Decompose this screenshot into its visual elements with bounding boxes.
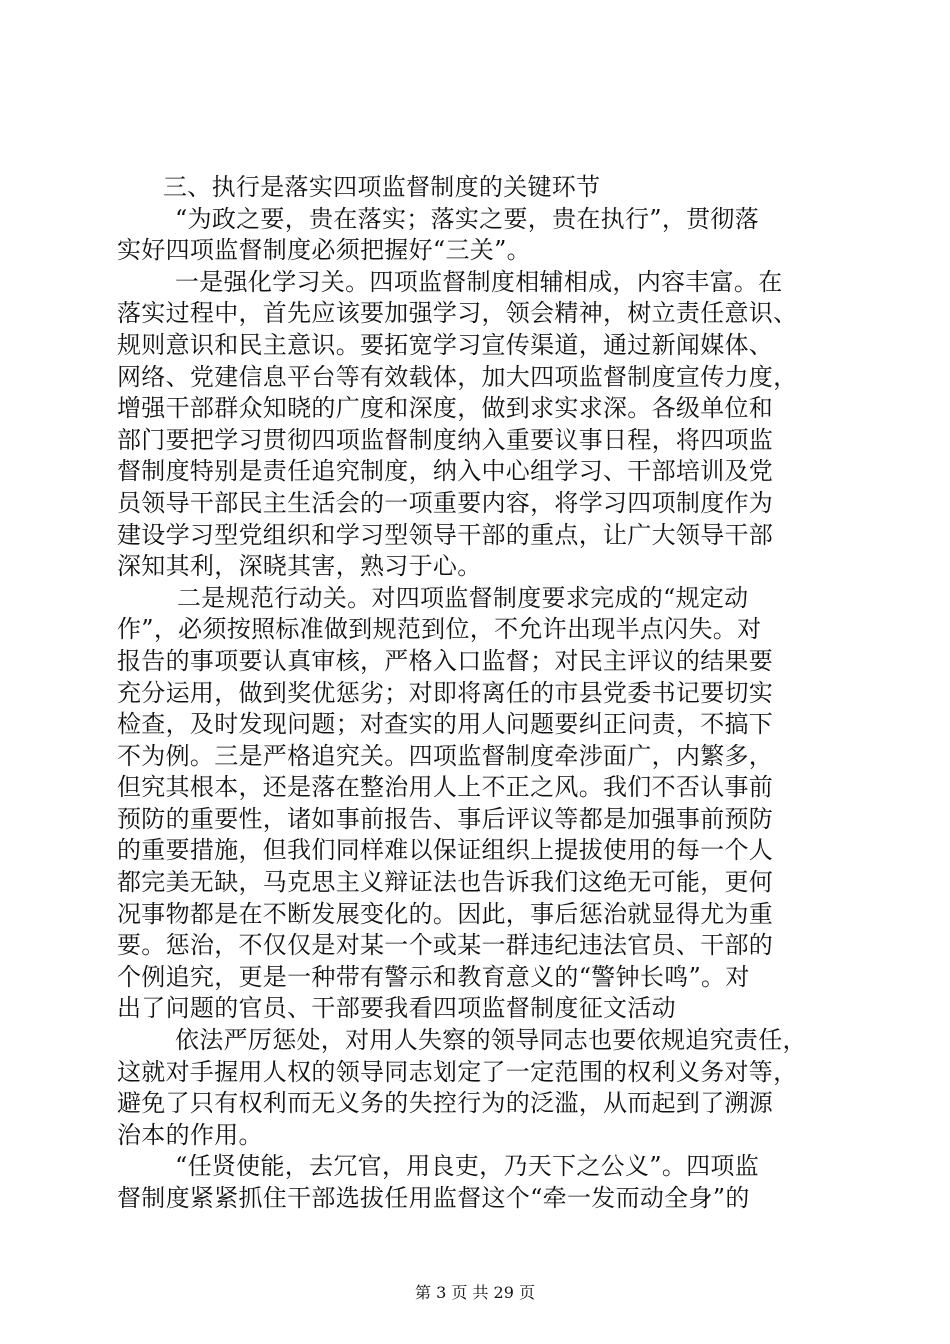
paragraph-line: 二是规范行动关。对四项监督制度要求完成的“规定动 xyxy=(177,583,749,612)
paragraph-line: 规则意识和民主意识。要拓宽学习宣传渠道，通过新闻媒体、 xyxy=(117,330,774,359)
paragraph-line: 充分运用，做到奖优惩劣；对即将离任的市县党委书记要切实 xyxy=(117,678,774,707)
paragraph-line: 建设学习型党组织和学习型领导干部的重点，让广大领导干部 xyxy=(117,520,774,549)
paragraph-line: 网络、党建信息平台等有效载体，加大四项监督制度宣传力度， xyxy=(117,362,798,391)
paragraph-line: 要。惩治，不仅仅是对某一个或某一群违纪违法官员、干部的 xyxy=(117,931,774,960)
page-number-footer: 第 3 页 共 29 页 xyxy=(415,1283,535,1302)
paragraph-line: 预防的重要性，诸如事前报告、事后评议等都是加强事前预防 xyxy=(117,804,774,833)
paragraph-line: 督制度特别是责任追究制度，纳入中心组学习、干部培训及党 xyxy=(117,457,774,486)
paragraph-line: 都完美无缺，马克思主义辩证法也告诉我们这绝无可能，更何 xyxy=(117,868,774,897)
paragraph-line: 不为例。三是严格追究关。四项监督制度牵涉面广，内繁多， xyxy=(117,741,774,770)
paragraph-line: 实好四项监督制度必须把握好“三关”。 xyxy=(117,236,531,265)
paragraph-line: 一是强化学习关。四项监督制度相辅相成，内容丰富。在 xyxy=(175,267,783,296)
paragraph-line: 员领导干部民主生活会的一项重要内容，将学习四项制度作为 xyxy=(117,488,774,517)
section-heading: 三、执行是落实四项监督制度的关键环节 xyxy=(163,173,601,201)
paragraph-line: 督制度紧紧抓住干部选拔任用监督这个“牵一发而动全身”的 xyxy=(117,1184,750,1212)
paragraph-line: 检查，及时发现问题；对查实的用人问题要纠正问责，不搞下 xyxy=(117,710,774,739)
paragraph-line: 作”，必须按照标准做到规范到位，不允许出现半点闪失。对 xyxy=(117,615,762,644)
paragraph-line: 但究其根本，还是落在整治用人上不正之风。我们不否认事前 xyxy=(117,773,774,802)
paragraph-line: 落实过程中，首先应该要加强学习，领会精神，树立责任意识、 xyxy=(117,299,798,328)
paragraph-line: 这就对手握用人权的领导同志划定了一定范围的权利义务对等， xyxy=(117,1057,798,1086)
paragraph-line: 部门要把学习贯彻四项监督制度纳入重要议事日程，将四项监 xyxy=(117,425,774,454)
paragraph-line: 治本的作用。 xyxy=(117,1120,263,1149)
paragraph-line: 个例追究，更是一种带有警示和教育意义的“警钟长鸣”。对 xyxy=(117,962,750,991)
paragraph-line: 深知其利，深晓其害，熟习于心。 xyxy=(117,552,482,581)
paragraph-line: 况事物都是在不断发展变化的。因此，事后惩治就显得尤为重 xyxy=(117,899,774,928)
paragraph-line: “任贤使能，去冗官，用良吏，乃天下之公义”。四项监 xyxy=(175,1152,760,1181)
paragraph-line: 出了问题的官员、干部要我看四项监督制度征文活动 xyxy=(117,994,676,1023)
paragraph-line: 避免了只有权利而无义务的失控行为的泛滥，从而起到了溯源 xyxy=(117,1089,774,1118)
paragraph-line: 增强干部群众知晓的广度和深度，做到求实求深。各级单位和 xyxy=(117,394,774,423)
paragraph-line: 的重要措施，但我们同样难以保证组织上提拔使用的每一个人 xyxy=(117,836,774,865)
document-body xyxy=(117,172,852,1215)
paragraph-line: “为政之要，贵在落实；落实之要，贵在执行”，贯彻落 xyxy=(175,204,760,233)
paragraph-line: 依法严厉惩处，对用人失察的领导同志也要依规追究责任， xyxy=(175,1026,807,1055)
paragraph-line: 报告的事项要认真审核，严格入口监督；对民主评议的结果要 xyxy=(117,646,774,675)
